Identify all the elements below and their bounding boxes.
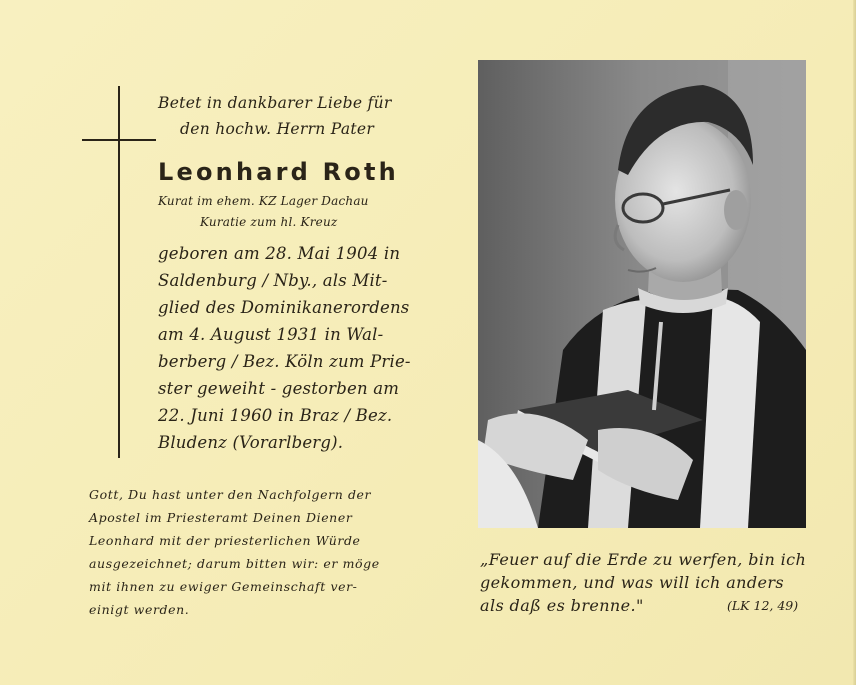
portrait-photo xyxy=(478,60,806,528)
bio-line: glied des Dominikanerordens xyxy=(158,298,410,317)
intro-line-1: Betet in dankbarer Liebe für xyxy=(158,94,392,112)
prayer-line: einigt werden. xyxy=(89,602,190,617)
prayer-line: Gott, Du hast unter den Nachfolgern der xyxy=(89,487,372,502)
portrait-illustration xyxy=(478,60,806,528)
quote-line: als daß es brenne." xyxy=(480,596,644,615)
bio-line: 22. Juni 1960 in Braz / Bez. xyxy=(158,406,393,425)
bio-line: am 4. August 1931 in Wal- xyxy=(158,325,384,344)
bio-line: geboren am 28. Mai 1904 in xyxy=(158,244,401,263)
deceased-name: Leonhard Roth xyxy=(158,158,399,186)
subtitle-line-2: Kuratie zum hl. Kreuz xyxy=(200,215,338,229)
bio-line: Saldenburg / Nby., als Mit- xyxy=(158,271,388,290)
bio-line: berberg / Bez. Köln zum Prie- xyxy=(158,352,411,371)
bio-line: Bludenz (Vorarlberg). xyxy=(158,433,344,452)
quote-reference: (LK 12, 49) xyxy=(727,598,799,613)
intro-line-2: den hochw. Herrn Pater xyxy=(180,120,375,138)
prayer-line: Apostel im Priesteramt Deinen Diener xyxy=(89,510,353,525)
prayer-line: Leonhard mit der priesterlichen Würde xyxy=(89,533,361,548)
prayer-line: ausgezeichnet; darum bitten wir: er möge xyxy=(89,556,380,571)
quote-line: gekommen, und was will ich anders xyxy=(480,573,785,592)
subtitle-line-1: Kurat im ehem. KZ Lager Dachau xyxy=(158,194,369,208)
quote-line: „Feuer auf die Erde zu werfen, bin ich xyxy=(480,550,807,569)
cross-vertical-bar xyxy=(118,86,120,458)
bio-line: ster geweiht - gestorben am xyxy=(158,379,400,398)
prayer-line: mit ihnen zu ewiger Gemeinschaft ver- xyxy=(89,579,358,594)
cross-horizontal-bar xyxy=(82,139,156,141)
